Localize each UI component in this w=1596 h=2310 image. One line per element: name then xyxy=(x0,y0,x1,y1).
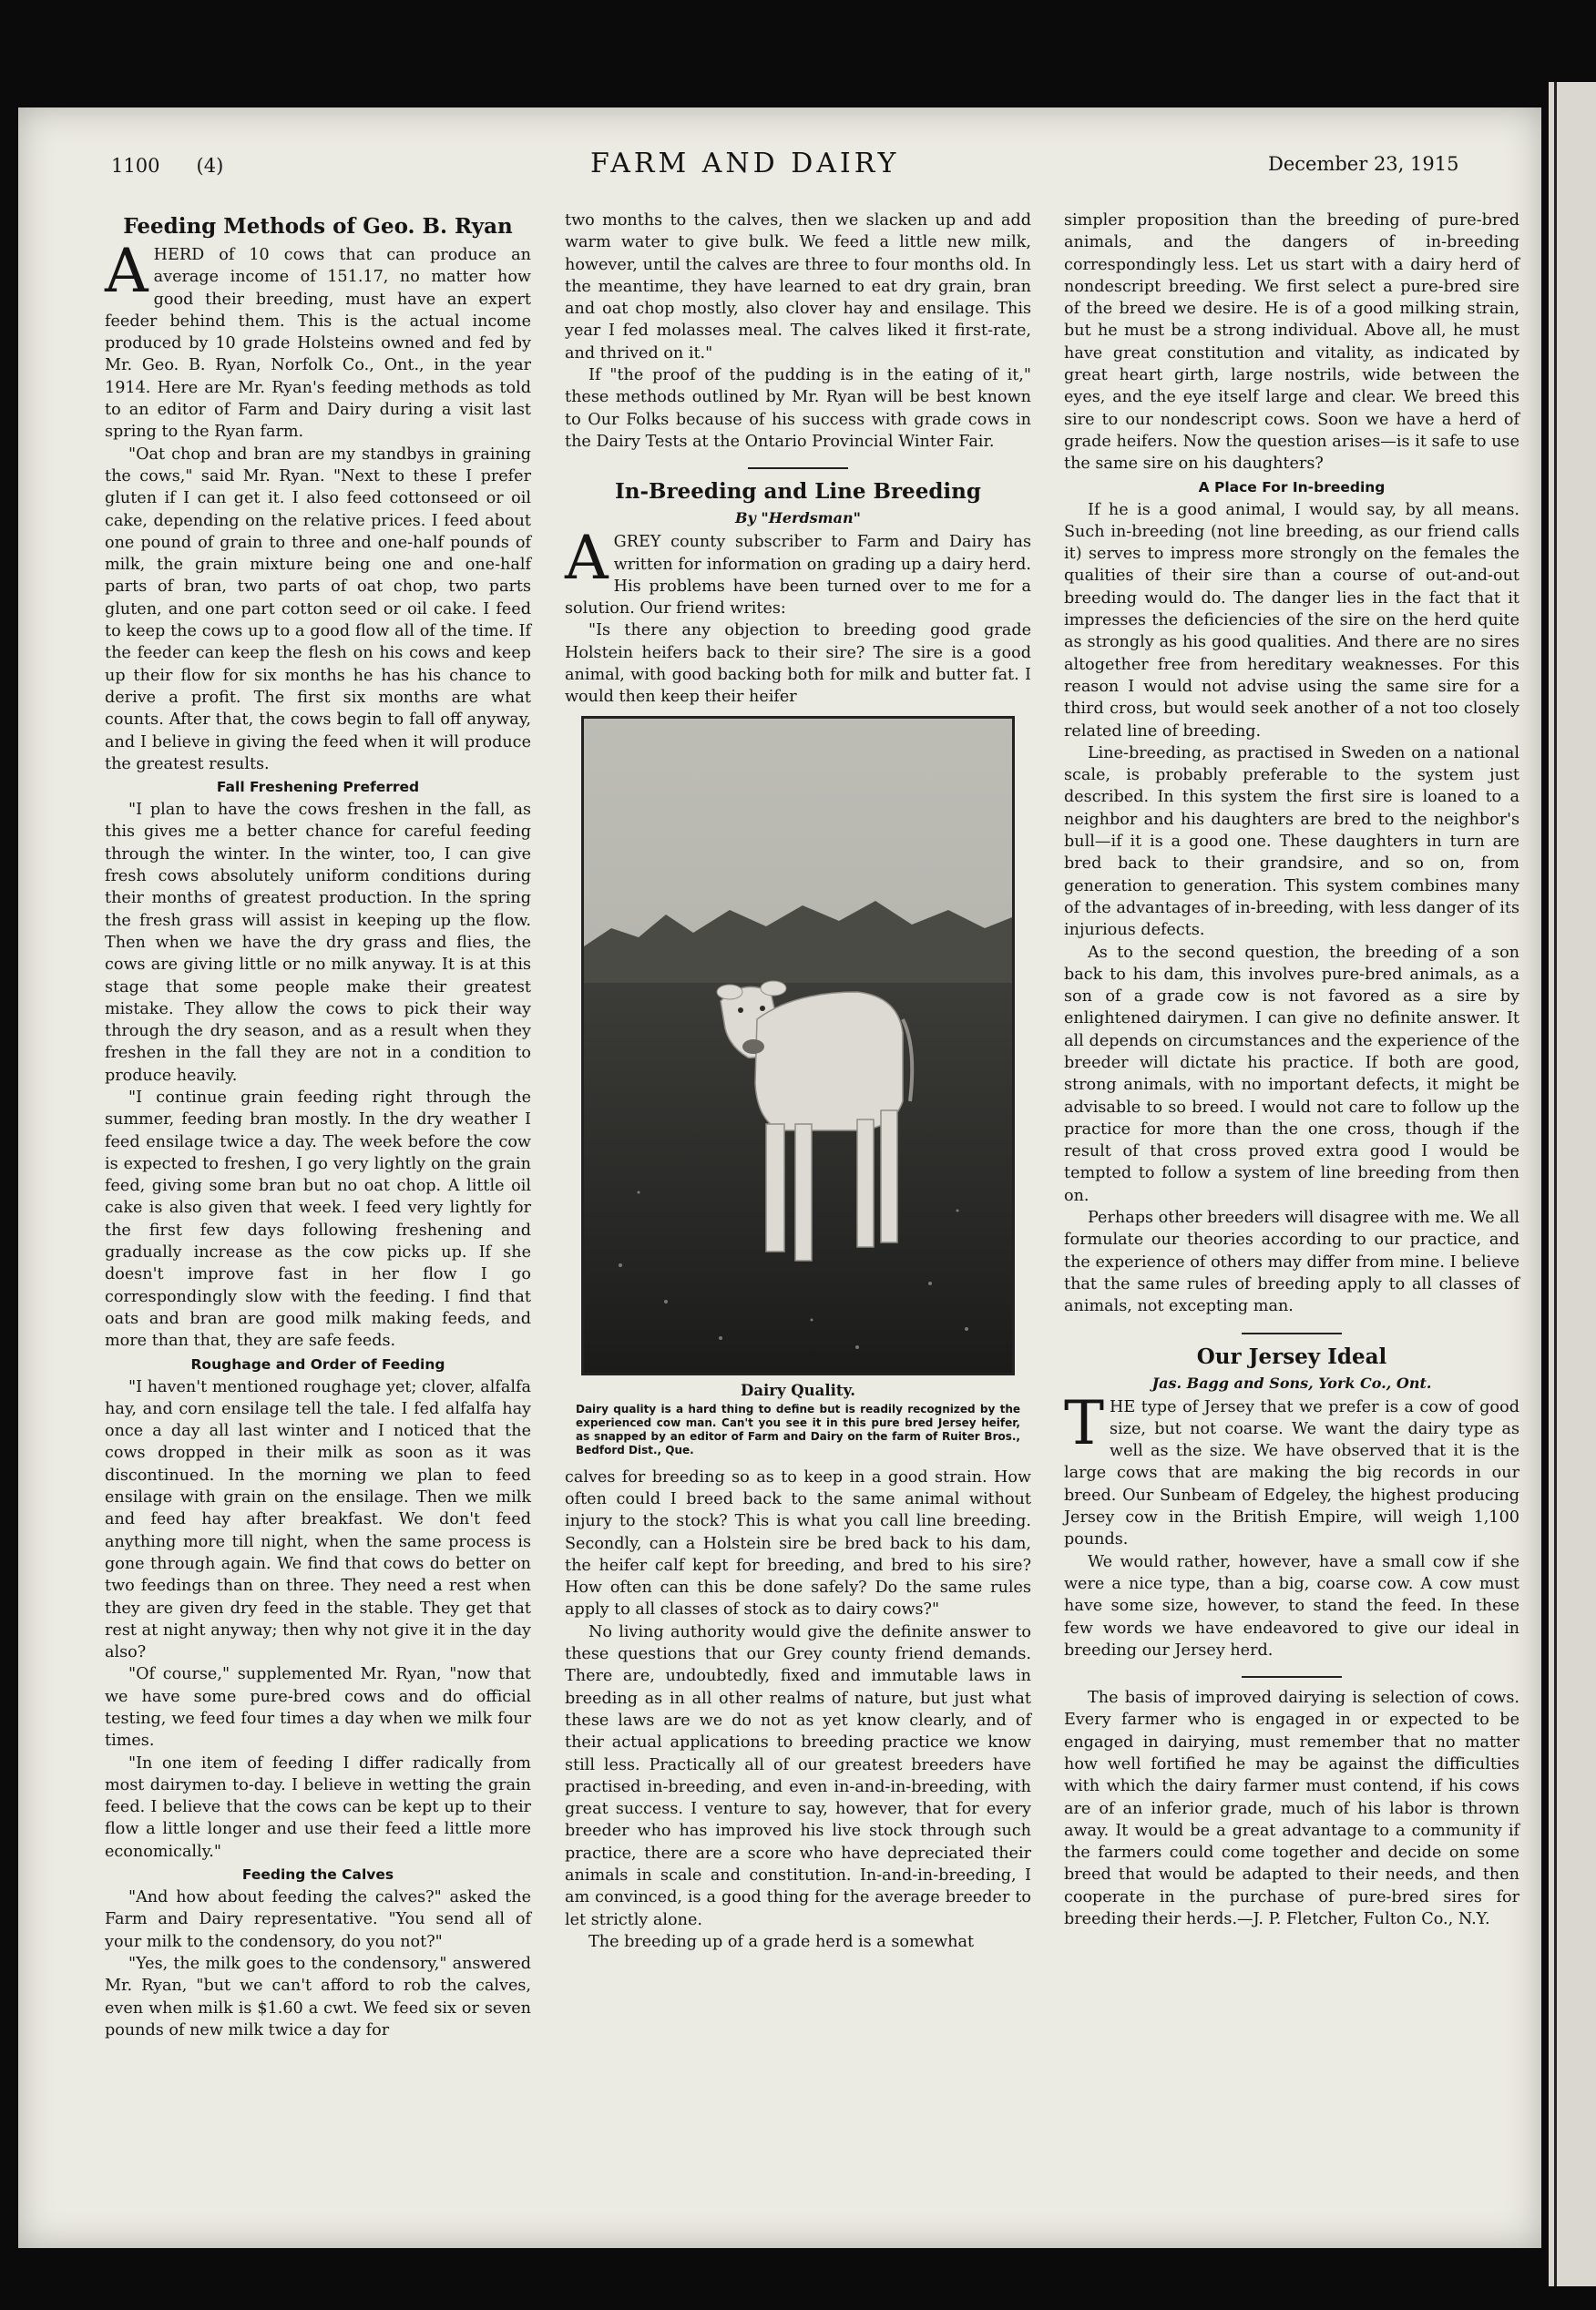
article-paragraph: calves for breeding so as to keep in a good strain. How often could I breed back to the same animal without injury to the stock? This is what you call line breeding. Secondly, can a Holstein sire be bred back to his dam, the heifer calf kept for breeding, and bred to his sire? How often can this be done safely? Do the same rules apply to all classes of stock as to dairy cows?" xyxy=(565,1467,1031,1620)
article-paragraph: "I plan to have the cows freshen in the fall, as this gives me a better chance for careful feeding through the winter. In the winter, too, I can give fresh cows absolutely uniform conditions during their months of greatest production. In the spring the fresh grass will assist in keeping up the flow. Then when we have the dry grass and flies, the cows are giving little or no milk anyway. It is at this stage that some people make their greatest mistake. They allow the cows to pick their way through the dry season, and as a result when they freshen in the fall they are not in a condition to produce heavily. xyxy=(105,801,531,1085)
article-paragraph: "In one item of feeding I differ radically from most dairymen to-day. I believe in wetting the grain feed. I believe that the cows can be kept up to their flow a little longer and use their feed a little more economically." xyxy=(105,1753,531,1861)
article-paragraph: "Is there any objection to breeding good grade Holstein heifers back to their sire? The sire is a good animal, with good backing both for milk and butter fat. I would then keep their heifer xyxy=(565,621,1031,707)
article-paragraph: AHERD of 10 cows that can produce an average income of 151.17, no matter how good their breeding, must have an expert feeder behind them. This is the actual income produced by 10 grade Holsteins owned and fed by Mr. Geo. B. Ryan, Norfolk Co., Ont., in the year 1914. Here are Mr. Ryan's feeding methods as told to an editor of Farm and Dairy during a visit last spring to the Ryan farm. xyxy=(105,236,531,442)
page-header xyxy=(18,144,1541,199)
article-paragraph: two months to the calves, then we slacken up and add warm water to give bulk. We feed a little new milk, however, until the calves are three to four months old. In the meantime, they have learned to eat dry grain, bran and oat chop mostly, also clover hay and ensilage. This year I fed molasses meal. The calves liked it first-rate, and thrived on it." xyxy=(565,211,1031,363)
divider xyxy=(1242,1676,1342,1678)
figure-title: Dairy Quality. xyxy=(741,1381,855,1399)
issue-date: December 23, 1915 xyxy=(1268,153,1459,175)
column-1 xyxy=(105,210,531,2041)
article-paragraph: "Of course," supplemented Mr. Ryan, "now that we have some pure-bred cows and do official testing, we feed four times a day when we milk four times. xyxy=(105,1665,531,1751)
divider xyxy=(748,467,848,469)
subheading: Feeding the Calves xyxy=(241,1866,394,1884)
adjacent-page-edge xyxy=(1549,82,1596,2286)
article-paragraph: THE type of Jersey that we prefer is a cow of good size, but not coarse. We want the dairy type as well as the size. We have observed that it is the large cows that are making the big records in our breed. Our Sunbeam of Edgeley, the highest producing Jersey cow in the British Empire, will weigh 1,100 pounds. xyxy=(1064,1387,1519,1549)
article-paragraph: simpler proposition than the breeding of pure-bred animals, and the dangers of in-breeding correspondingly less. Let us start with a dairy herd of nondescript breeding. We first select a pure-bred sire of the breed we desire. He is of a good milking strain, but he must be a strong individual. Above all, he must have great constitution and vitality, as indicated by great heart girth, large nostrils, wide between the eyes, and the eye itself large and clear. We breed this sire to our nondescript cows. Soon we have a herd of grade heifers. Now the question arises—is it safe to use the same sire on his daughters? xyxy=(1064,211,1519,474)
article-paragraph: AGREY county subscriber to Farm and Dairy has written for information on grading up a dairy herd. His problems have been turned over to me for a solution. Our friend writes: xyxy=(565,523,1031,618)
article-paragraph: "I continue grain feeding right through the summer, feeding bran mostly. In the dry weather I feed ensilage twice a day. The week before the cow is expected to freshen, I go very lightly on the grain feed, giving some bran but no oat chop. A little oil cake is also given that week. I feed very lightly for the first few days following freshening and gradually increase as the cow picks up. If she doesn't improve fast in her flow I go correspondingly slow with the feeding. I find that oats and bran are good milk making feeds, and more than that, they are safe feeds. xyxy=(105,1088,531,1351)
masthead-title: FARM AND DAIRY xyxy=(590,148,900,179)
column-3 xyxy=(1064,210,1519,1930)
article-paragraph: As to the second question, the breeding of a son back to his dam, this involves pure-bred animals, as a son of a grade cow is not favored as a sire by enlightened dairymen. I can give no definite answer. It all depends on circumstances and the experience of the breeder will dictate his practice. If both are good, strong animals, with no important defects, it might be advisable to so breed. I would not care to follow up the practice for more than the one cross, though if the result of that cross proved extra good I would be tempted to follow a system of line breeding from then on. xyxy=(1064,943,1519,1205)
article-paragraph: "I haven't mentioned roughage yet; clover, alfalfa hay, and corn ensilage tell the tale. I fed alfalfa hay once a day all last winter and I noticed that the cows dropped in their milk as soon as it was discontinued. In the morning we plan to feed ensilage with grain on the ensilage. Then we milk and feed hay after breakfast. We don't feed anything more till night, when the same process is gone through again. We find that cows do better on two feedings than on three. They need a rest when they are given dry feed in the stable. They get that rest at night anyway; then why not give it in the day also? xyxy=(105,1377,531,1662)
article-paragraph: "Yes, the milk goes to the condensory," answered Mr. Ryan, "but we can't afford to rob the calves, even when milk is $1.60 a cwt. We feed six or seven pounds of new milk twice a day for xyxy=(105,1954,531,2039)
byline: Jas. Bagg and Sons, York Co., Ont. xyxy=(1151,1374,1432,1392)
article-paragraph: If he is a good animal, I would say, by all means. Such in-breeding (not line breeding, as our friend calls it) serves to impress more strongly on the females the qualities of their sire than a course of out-and-out breeding would do. The danger lies in the fact that it impresses the deficiencies of the sire on the herd quite as strongly as his good qualities. And there are no sires altogether free from hereditary weaknesses. For this reason I would not advise using the same sire for a third cross, but would seek another of a not too closely related line of breeding. xyxy=(1064,500,1519,741)
newspaper-page xyxy=(18,107,1541,2248)
figure-caption: Dairy quality is a hard thing to define but is readily recognized by the experienced cow man. Can't you see it in this pure bred Jersey heifer, as snapped by an editor of Farm and Dairy on the farm of Ruiter Bros., Bedford Dist., Que. xyxy=(576,1402,1020,1457)
article-paragraph: The basis of improved dairying is selection of cows. Every farmer who is engaged in or expected to be engaged in dairying, must remember that no matter how well fortified he may be against the difficulties with which the dairy farmer must contend, if his cows are of an inferior grade, much of his labor is thrown away. It would be a great advantage to a community if the farmers could come together and decide on some breed that would be adapted to their needs, and then cooperate in the purchase of pure-bred sires for breeding their herds.—J. P. Fletcher, Fulton Co., N.Y. xyxy=(1064,1689,1519,1929)
jersey-heifer-photo-icon xyxy=(581,716,1015,1375)
byline: By "Herdsman" xyxy=(735,509,861,527)
article-title: Our Jersey Ideal xyxy=(1196,1344,1387,1369)
article-paragraph: The breeding up of a grade herd is a somewhat xyxy=(588,1932,975,1951)
article-paragraph: Perhaps other breeders will disagree with me. We all formulate our theories according to our practice, and the experience of others may differ from mine. I believe that the same rules of breeding apply to all classes of animals, not excepting man. xyxy=(1064,1209,1519,1316)
drop-cap: A xyxy=(105,236,148,306)
subheading: Roughage and Order of Feeding xyxy=(190,1355,445,1373)
article-paragraph: "Oat chop and bran are my standbys in graining the cows," said Mr. Ryan. "Next to these I prefer gluten if I can get it. I also feed cottonseed or oil cake, depending on the relative prices. I feed about one pound of grain to three and one-half pounds of milk, the grain mixture being one and one-half parts of bran, two parts of oat chop, two parts gluten, and one part cotton seed or oil cake. I feed to keep the cows up to a good flow all of the time. If the feeder can keep the flesh on his cows and keep up their flow for six months he has his chance to derive a profit. The first six months are what counts. After that, the cows begin to fall off anyway, and I believe in giving the feed when it will produce the greatest results. xyxy=(105,445,531,773)
column-2 xyxy=(565,210,1031,1953)
article-paragraph: If "the proof of the pudding is in the eating of it," these methods outlined by Mr. Ryan will be best known to Our Folks because of his success with grade cows in the Dairy Tests at the Ontario Provincial Winter Fair. xyxy=(565,366,1031,451)
article-title: In-Breeding and Line Breeding xyxy=(615,479,981,505)
subheading: Fall Freshening Preferred xyxy=(216,779,420,796)
article-paragraph: No living authority would give the definite answer to these questions that our Grey county friend demands. There are, undoubtedly, fixed and immutable laws in breeding as in all other realms of nature, but just what these laws are we do not as yet know clearly, and of their actual applications to breeding practice we know still less. Practically all of our greatest breeders have practised in-breeding, and even in-and-in-breeding, with great success. I venture to say, however, that for every breeder who has improved his live stock through such practice, there are a score who have depreciated their animals in scale and constitution. In-and-in-breeding, I am convinced, is a good thing for the average breeder to let strictly alone. xyxy=(565,1622,1031,1929)
drop-cap: A xyxy=(565,523,609,594)
drop-cap: T xyxy=(1064,1387,1105,1458)
article-title: Feeding Methods of Geo. B. Ryan xyxy=(123,214,513,239)
subheading: A Place For In-breeding xyxy=(1198,478,1386,496)
article-paragraph: "And how about feeding the calves?" asked the Farm and Dairy representative. "You send all of your milk to the condensory, do you not?" xyxy=(105,1888,531,1951)
article-paragraph: Line-breeding, as practised in Sweden on a national scale, is probably preferable to the system just described. In this system the first sire is loaned to a neighbor and his daughters are bred to the neighbor's bull—if it is a good one. These daughters in turn are bred back to their grandsire, and so on, from generation to generation. This system combines many of the advantages of in-breeding, with less danger of its injurious defects. xyxy=(1064,743,1519,940)
article-paragraph: We would rather, however, have a small cow if she were a nice type, than a big, coarse cow. A cow must have some size, however, to stand the feed. In these few words we have endeavored to give our ideal in breeding our Jersey herd. xyxy=(1064,1552,1519,1660)
page-number: 1100 (4) xyxy=(111,155,224,177)
divider xyxy=(1242,1333,1342,1334)
